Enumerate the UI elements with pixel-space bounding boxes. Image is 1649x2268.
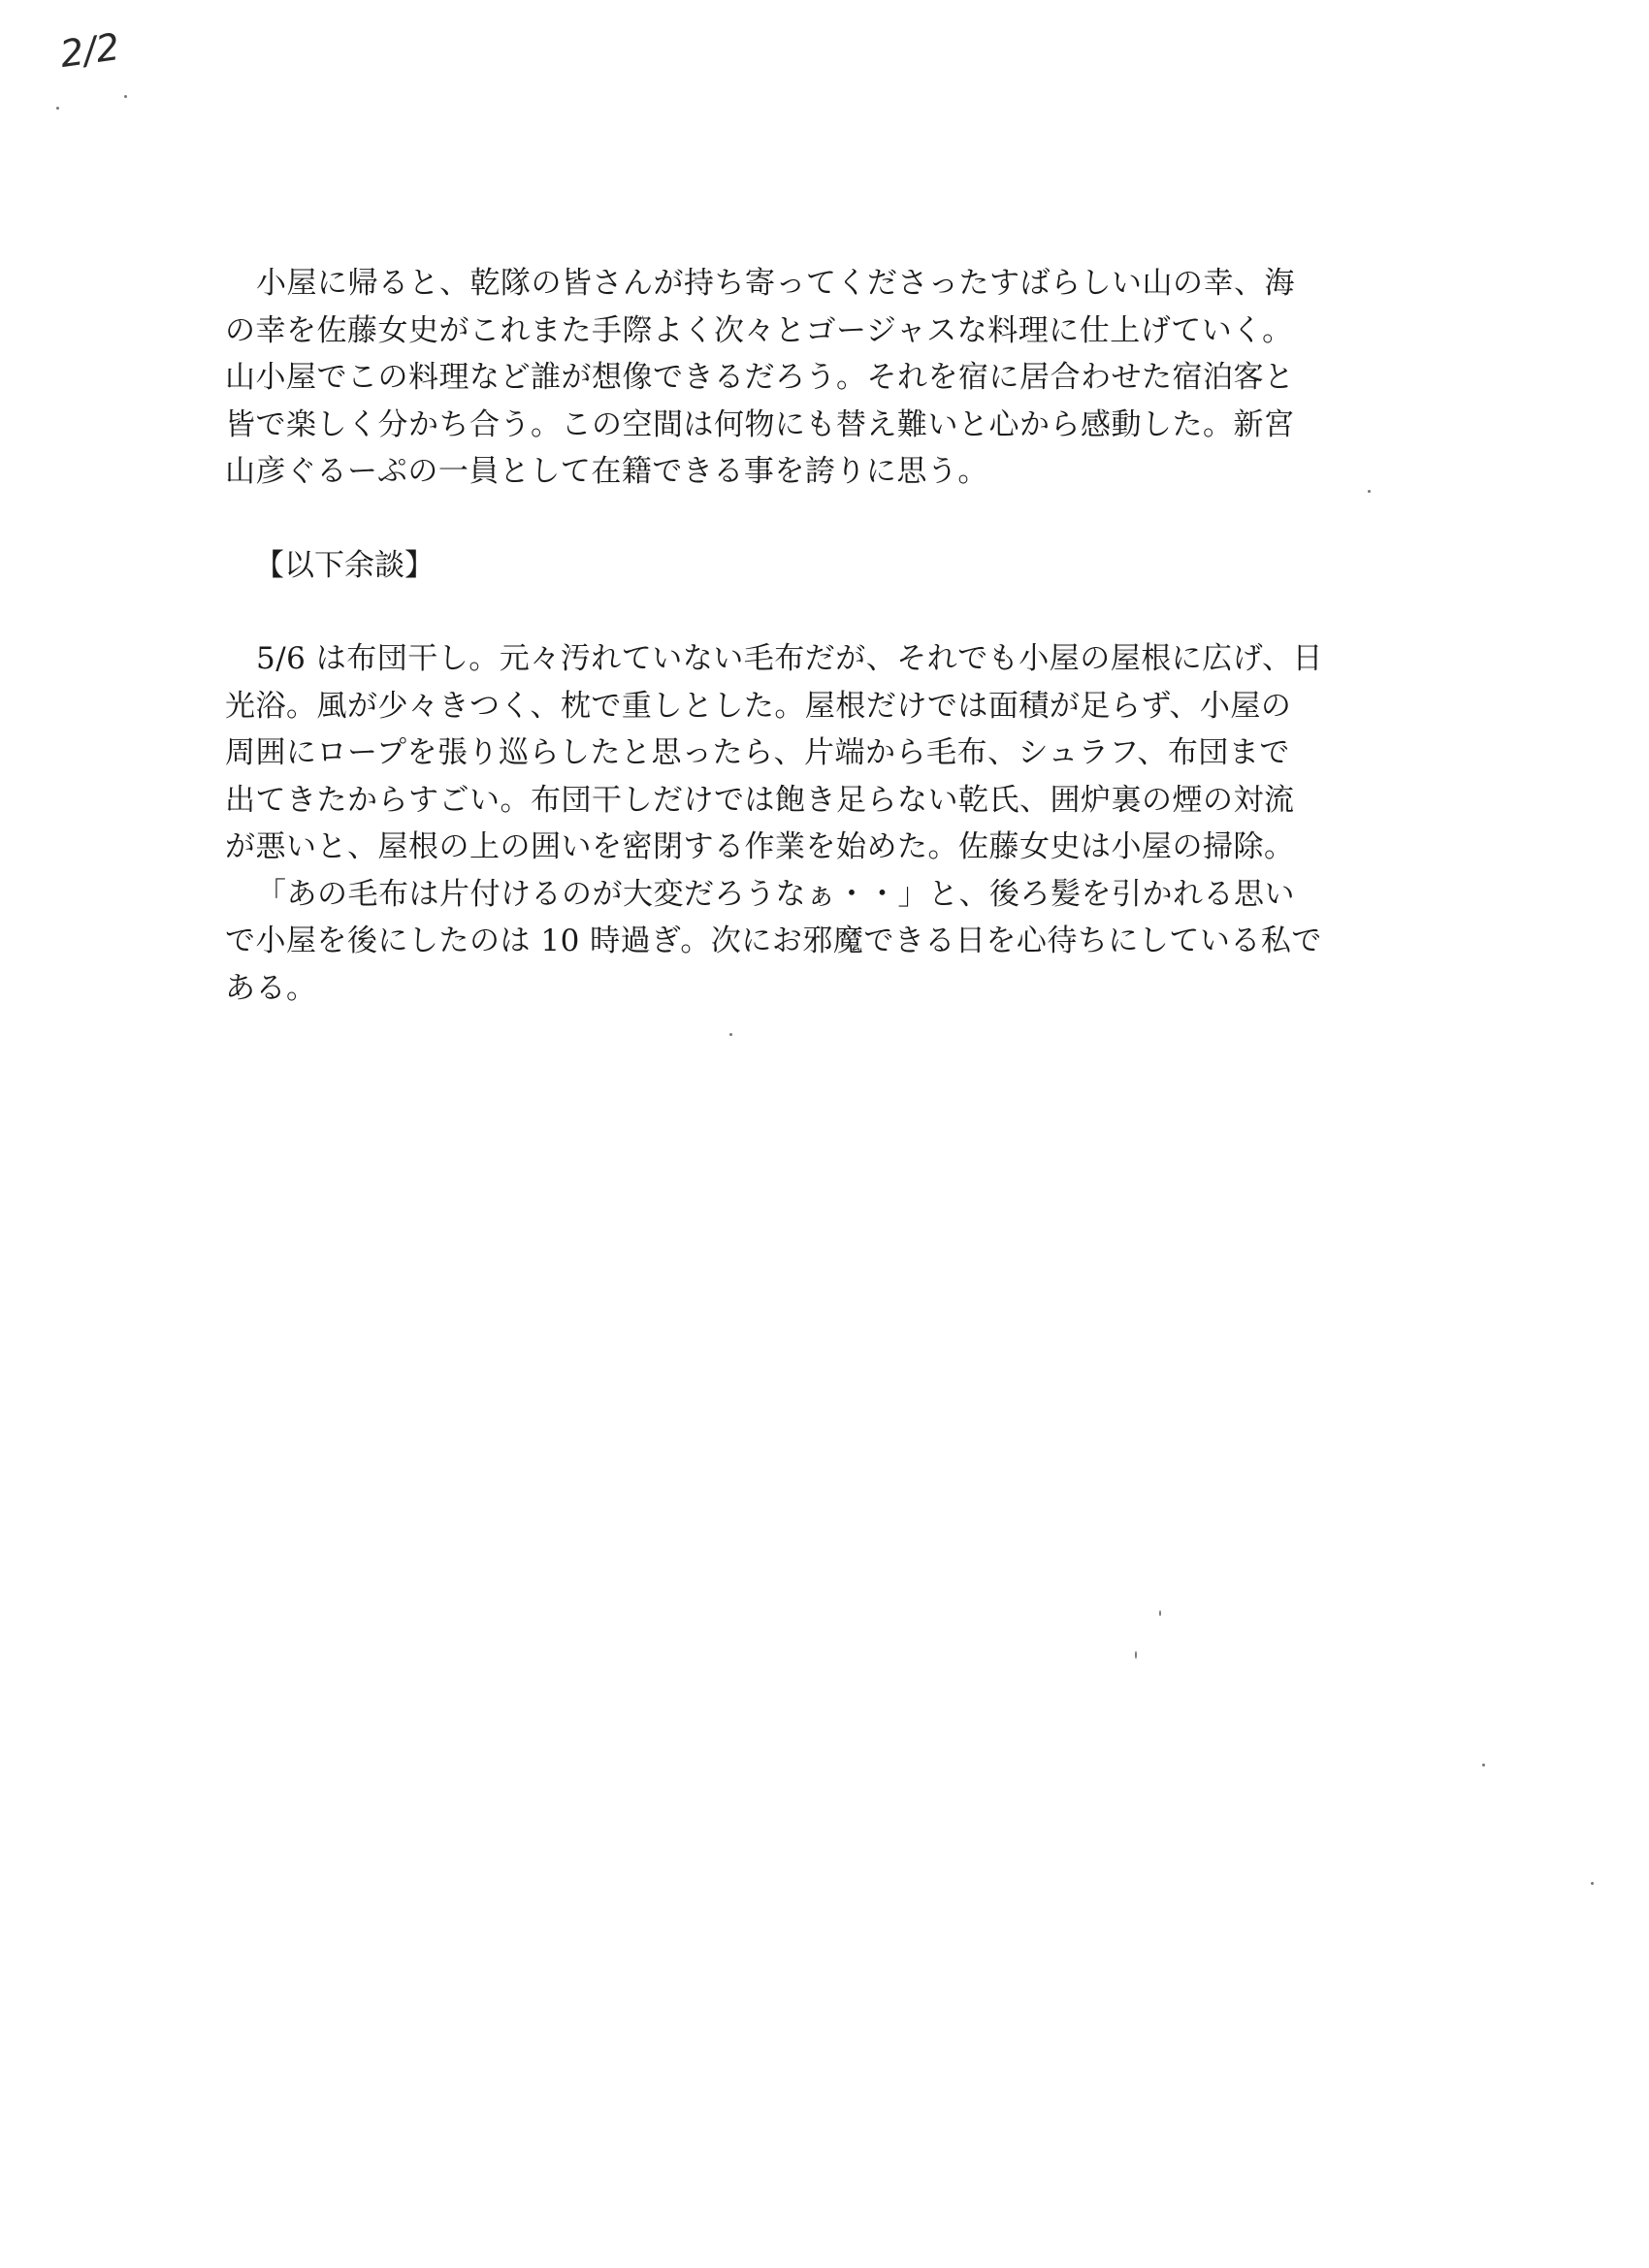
text-line: 山小屋でこの料理など誰が想像できるだろう。それを宿に居合わせた宿泊客と	[225, 360, 1295, 395]
text-line: で小屋を後にしたのは 10 時過ぎ。次にお邪魔できる日を心待ちにしている私で	[225, 923, 1322, 958]
text-line: 周囲にロープを張り巡らしたと思ったら、片端から毛布、シュラフ、布団まで	[225, 735, 1290, 770]
text-line: 「あの毛布は片付けるのが大変だろうなぁ・・」と、後ろ髪を引かれる思い	[256, 876, 1295, 912]
paragraph-2	[225, 635, 1370, 871]
text-line: 小屋に帰ると、乾隊の皆さんが持ち寄ってくださったすばらしい山の幸、海	[256, 266, 1295, 301]
text-line: 光浴。風が少々きつく、枕で重しとした。屋根だけでは面積が足らず、小屋の	[225, 688, 1292, 724]
document-body	[225, 260, 1370, 1012]
text-line: 皆で楽しく分かち合う。この空間は何物にも替え難いと心から感動した。新宮	[225, 406, 1295, 442]
text-line: 山彦ぐるーぷの一員として在籍できる事を誇りに思う。	[225, 454, 988, 489]
paragraph-1	[225, 260, 1370, 496]
text-line: が悪いと、屋根の上の囲いを密閉する作業を始めた。佐藤女史は小屋の掃除。	[225, 829, 1295, 864]
text-line: 5/6 は布団干し。元々汚れていない毛布だが、それでも小屋の屋根に広げ、日	[256, 641, 1324, 676]
text-line: 出てきたからすごい。布団干しだけでは飽き足らない乾氏、囲炉裏の煙の対流	[225, 782, 1295, 818]
text-line: の幸を佐藤女史がこれまた手際よく次々とゴージャスな料理に仕上げていく。	[225, 312, 1293, 348]
section-heading: 【以下余談】	[254, 547, 435, 583]
page-number-mark: 2/2	[57, 24, 122, 77]
text-line: ある。	[225, 970, 317, 1006]
paragraph-3	[225, 871, 1370, 1013]
